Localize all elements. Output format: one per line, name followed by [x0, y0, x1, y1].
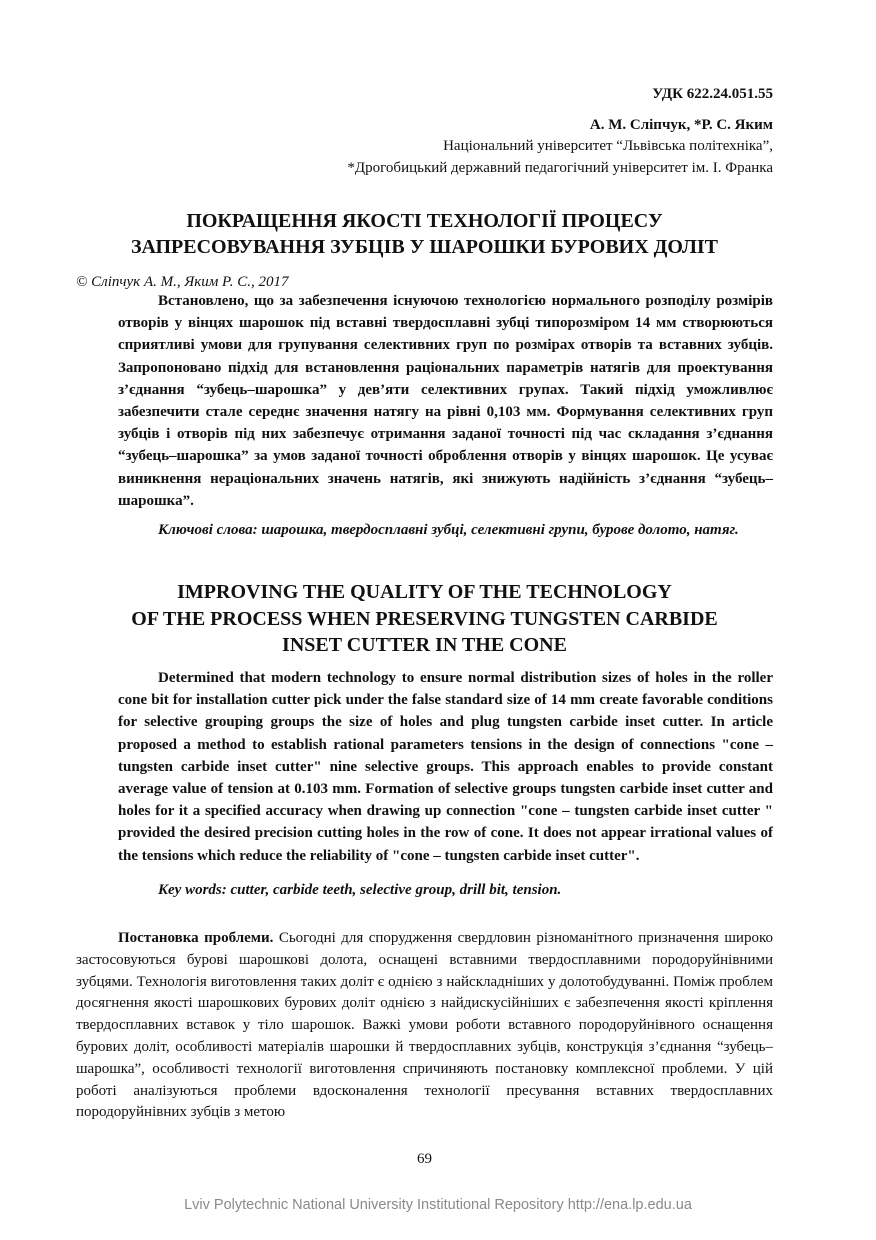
abstract-english: Determined that modern technology to ensure normal distribution sizes of holes in the roller cone bit for installation cutter pick under the false standard size of 14 mm create favorable conditions for selective grouping groups the size of holes and plug tungsten carbide inset cutter. In article proposed a method to establish rational parameters tensions in the design of connections "cone – tungsten carbide inset cutter" nine selective groups. This approach enables to provide constant average value of tension at 0.103 mm. Formation of selective groups tungsten carbide inset cutter and holes for it a specified accuracy when drawing up connection "cone – tungsten carbide inset cutter " provided the desired precision cutting holes in the row of cone. It does not appear irrational values of the tensions which reduce the reliability of "cone – tungsten carbide inset cutter". — [118, 670, 773, 864]
title-ukrainian — [76, 208, 773, 260]
udc-code: УДК 622.24.051.55 — [652, 86, 773, 102]
title-english — [76, 579, 773, 659]
affiliation-2: *Дрогобицький державний педагогічний університет ім. І. Франка — [347, 160, 773, 176]
repository-footer: Lviv Polytechnic National University Institutional Repository http://ena.lp.edu.ua — [184, 1197, 692, 1213]
keywords-english: Key words: cutter, carbide teeth, selective group, drill bit, tension. — [158, 882, 562, 898]
body-paragraph — [76, 928, 773, 1124]
title-en-line-3: INSET CUTTER IN THE CONE — [282, 634, 567, 656]
title-ua-line-2: ЗАПРЕСОВУВАННЯ ЗУБЦІВ У ШАРОШКИ БУРОВИХ ДОЛІТ — [130, 236, 719, 258]
keywords-ukrainian: Ключові слова: шарошка, твердосплавні зубці, селективні групи, бурове долото, натяг. — [158, 522, 739, 538]
copyright-notice: © Сліпчук А. М., Яким Р. С., 2017 — [76, 274, 289, 290]
abstract-ukrainian: Встановлено, що за забезпечення існуючою технологією нормального розподілу розмірів отворів у вінцях шарошок під вставні твердосплавні зубці типорозміром 14 мм створюються сприятливі умови для групування селективних груп по розмірах отворів та вставних зубців. Запропоновано підхід для встановлення раціональних параметрів натягів для проектування з’єднання “зубець–шарошка” у дев’яти селективних групах. Такий підхід уможливлює забезпечити стале середнє значення натягу на рівні 0,103 мм. Формування селективних груп зубців і отворів під них забезпечує отримання заданої точності під час складання з’єднання “зубець–шарошка” за умов заданої точності оброблення отворів у вінцях шарошок. Це усуває виникнення нераціональних значень натягів, які знижують надійність з’єднання “зубець–шарошка”. — [118, 293, 773, 509]
affiliation-1: Національний університет “Львівська політехніка”, — [443, 138, 773, 154]
title-ua-line-1: ПОКРАЩЕННЯ ЯКОСТІ ТЕХНОЛОГІЇ ПРОЦЕСУ — [186, 210, 663, 232]
authors: А. М. Сліпчук, *Р. С. Яким — [589, 117, 773, 133]
section-heading: Постановка проблеми. — [118, 930, 274, 946]
title-en-line-2: OF THE PROCESS WHEN PRESERVING TUNGSTEN CARBIDE — [131, 607, 718, 630]
page-number: 69 — [417, 1151, 432, 1167]
body-paragraph-text: Сьогодні для спорудження свердловин різноманітного призначення широко застосовуються бурові шарошкові долота, оснащені вставними твердосплавними породоруйнівними зубцями. Технологія виготовлення таких доліт є однією з найскладніших у долотобудуванні. Поміж проблем досягнення якості шарошкових бурових доліт однією з найдискусійніших є забезпечення якості кріплення твердосплавних вставок у тіло шарошок. Важкі умови роботи вставного породоруйнівного оснащення бурових доліт, особливості матеріалів шарошки й твердосплавних зубців, конструкція з’єднання “зубець–шарошка”, особливості технології виготовлення спричиняють постановку комплексної проблеми. У цій роботі аналізуються проблеми вдосконалення технології пресування вставних твердосплавних породоруйнівних зубців з метою — [76, 930, 773, 1121]
title-en-line-1: IMPROVING THE QUALITY OF THE TECHNOLOGY — [177, 581, 672, 603]
